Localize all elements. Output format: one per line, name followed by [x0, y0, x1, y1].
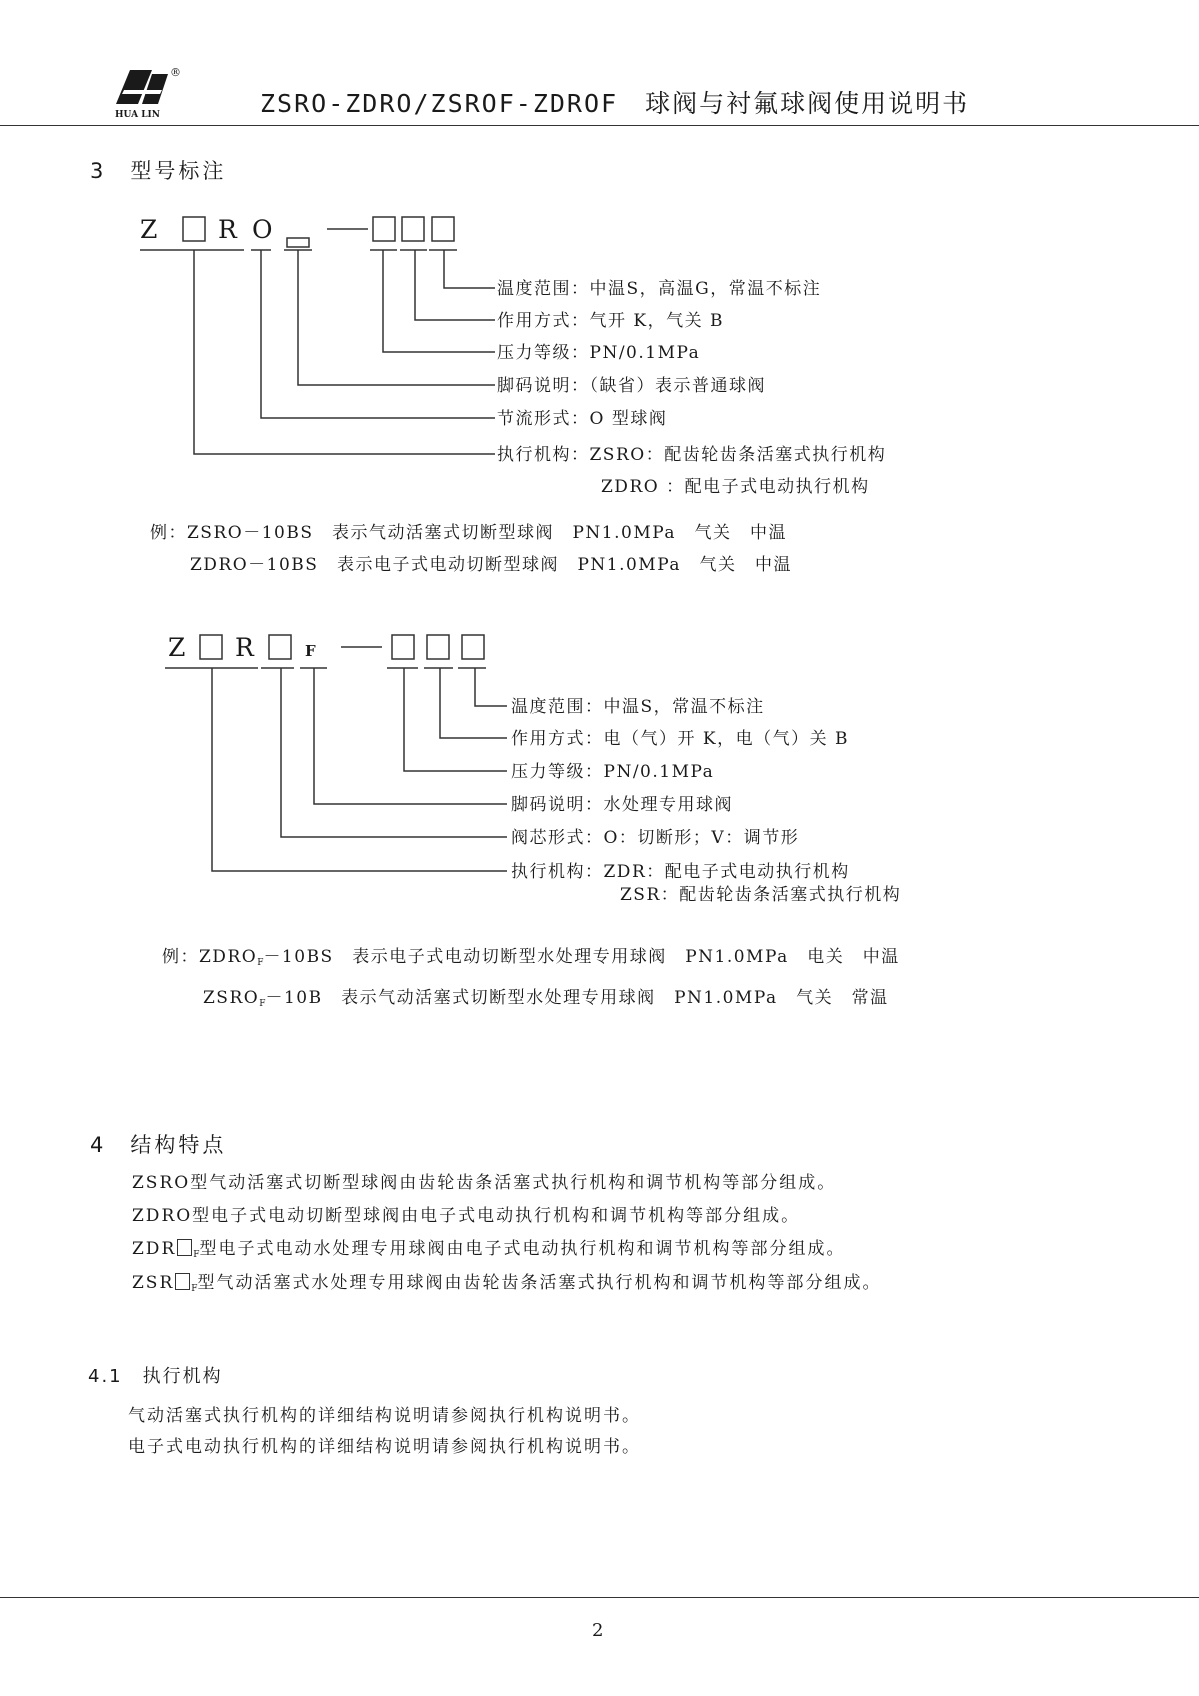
section-4-line-4: ZSR $_F$型气动活塞式水处理专用球阀由齿轮齿条活塞式执行机构和调节机构等部分组成。: [132, 1273, 882, 1294]
code-letter-r: R: [235, 633, 254, 662]
leader-line-throttle: [261, 250, 495, 418]
code-letter-z: Z: [140, 215, 158, 244]
code-box-pressure: [373, 217, 395, 241]
leader-line-action: [415, 250, 495, 320]
document-title: ZSRO-ZDRO/ZSROF-ZDROF 球阀与衬氟球阀使用说明书: [260, 89, 970, 118]
section-4-line-2: ZDRO型电子式电动切断型球阀由电子式电动执行机构和调节机构等部分组成。: [132, 1206, 801, 1226]
leader-line-suffix: [298, 250, 495, 385]
label-actuator-zdro: ZDRO ：配电子式电动执行机构: [601, 477, 870, 497]
label-actuator-zsr: ZSR：配齿轮齿条活塞式执行机构: [620, 885, 902, 905]
example-2-line-2: $ZSRO_F-10B$ 表示气动活塞式切断型水处理专用球阀 PN1.0MPa 气关 常温: [203, 988, 889, 1009]
code-letter-f: F: [305, 642, 316, 660]
example-1-line-2: ZDRO－10BS 表示电子式电动切断型球阀 PN1.0MPa 气关 中温: [190, 555, 793, 575]
model-code-diagram-1: [140, 210, 960, 510]
code-letter-r: R: [218, 215, 237, 244]
footer-rule: [0, 1597, 1199, 1598]
leader-line-suffix: [314, 668, 507, 804]
header-rule: [0, 125, 1199, 126]
leader-line-actuator: [212, 668, 507, 871]
code-box-temp: [432, 217, 454, 241]
placeholder-box: [175, 1273, 190, 1290]
placeholder-box: [177, 1239, 192, 1256]
label-pressure-class: 压力等级：PN/0.1MPa: [511, 762, 715, 782]
section-4-1-line-2: 电子式电动执行机构的详细结构说明请参阅执行机构说明书。: [128, 1437, 641, 1457]
code-box-temp: [462, 635, 484, 659]
label-action-mode: 作用方式：电（气）开 K，电（气）关 B: [511, 729, 849, 749]
label-throttle-form: 节流形式：O 型球阀: [497, 409, 668, 429]
label-core-form: 阀芯形式：O：切断形；V：调节形: [511, 828, 800, 848]
leader-line-pressure: [383, 250, 495, 352]
leader-line-pressure: [404, 668, 507, 771]
code-letter-o: O: [252, 215, 273, 244]
label-actuator: 执行机构：ZSRO：配齿轮齿条活塞式执行机构: [497, 445, 887, 465]
section-3-heading: 3 型号标注: [90, 159, 227, 183]
example-1-line-1: 例：ZSRO－10BS 表示气动活塞式切断型球阀 PN1.0MPa 气关 中温: [150, 523, 788, 543]
model-code-diagram-2: [160, 628, 970, 918]
label-action-mode: 作用方式：气开 K，气关 B: [497, 311, 725, 331]
label-actuator: 执行机构：ZDR：配电子式电动执行机构: [511, 862, 850, 882]
code-letter-z: Z: [168, 633, 186, 662]
section-4-1-line-1: 气动活塞式执行机构的详细结构说明请参阅执行机构说明书。: [128, 1406, 641, 1426]
code-box-action: [402, 217, 424, 241]
example-2-line-1: 例：$ZDRO_F-10BS$ 表示电子式电动切断型水处理专用球阀 PN1.0MPa 电关 中温: [162, 947, 900, 968]
page-number: 2: [592, 1620, 604, 1641]
code-box-suffix: [287, 238, 309, 247]
hualin-logo: [112, 62, 202, 122]
code-box-actuator: [200, 635, 222, 659]
section-4-line-1: ZSRO型气动活塞式切断型球阀由齿轮齿条活塞式执行机构和调节机构等部分组成。: [132, 1173, 837, 1193]
label-temperature-range: 温度范围：中温S，常温不标注: [511, 697, 765, 717]
leader-line-action: [440, 668, 507, 738]
leader-line-temp: [475, 668, 507, 706]
logo-registered-mark: ®: [170, 66, 181, 79]
label-suffix-note: 脚码说明：水处理专用球阀: [511, 795, 733, 815]
code-box-actuator: [183, 217, 205, 241]
section-4-heading: 4 结构特点: [90, 1133, 227, 1157]
code-box-core: [269, 635, 291, 659]
logo-h-bar: [122, 90, 162, 94]
section-4-1-heading: 4.1 执行机构: [88, 1366, 223, 1387]
label-suffix-note: 脚码说明：（缺省）表示普通球阀: [497, 376, 766, 396]
logo-text: HUA LIN: [115, 110, 160, 120]
code-box-pressure: [392, 635, 414, 659]
code-box-action: [427, 635, 449, 659]
section-4-line-3: ZDR $_F$型电子式电动水处理专用球阀由电子式电动执行机构和调节机构等部分组成。: [132, 1239, 846, 1260]
leader-line-temp: [444, 250, 495, 288]
label-pressure-class: 压力等级：PN/0.1MPa: [497, 343, 701, 363]
leader-line-core: [281, 668, 507, 837]
label-temperature-range: 温度范围：中温S，高温G，常温不标注: [497, 279, 822, 299]
